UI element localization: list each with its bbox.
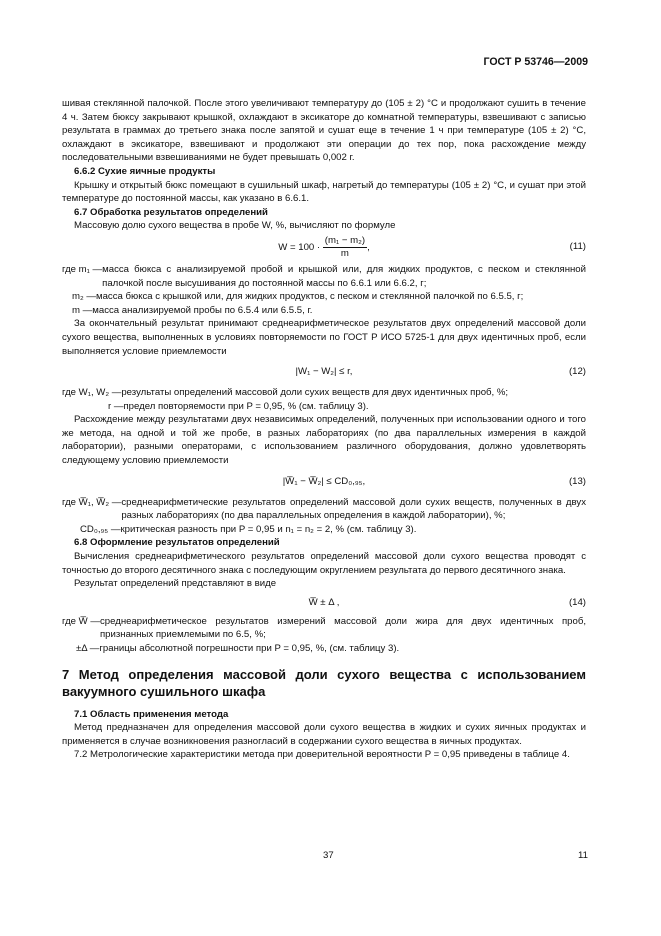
section-heading-7: 7 Метод определения массовой доли сухого вещества с использованием вакуумного сушильного шкафа — [62, 666, 586, 699]
definition-text: границы абсолютной погрешности при P = 0,95, %, (см. таблицу 3). — [99, 643, 400, 654]
definition-row — [62, 386, 586, 400]
formula-11 — [62, 233, 586, 263]
formula-number: (14) — [568, 596, 586, 608]
definition-term: m₂ — — [72, 291, 96, 303]
section-heading-7-1: 7.1 Область применения метода — [74, 708, 229, 720]
definition-text: критическая разность при P = 0,95 и n₁ = n₂ = 2, % (см. таблицу 3). — [120, 523, 417, 535]
definition-row — [62, 263, 586, 290]
formula-lhs: W = 100 · — [278, 241, 321, 253]
paragraph: Метод предназначен для определения массовой доли сухого вещества в жидких и сухих яичных продуктах и применяется в случае возникновения разногласий в содержании сухого вещества в яичных продуктах. — [62, 722, 586, 747]
section-heading-6-6-2: 6.6.2 Сухие яичные продукты — [74, 165, 216, 177]
definition-term: где W₁, W₂ — — [62, 387, 122, 399]
formula-13 — [62, 468, 586, 496]
definition-text: масса анализируемой пробы по 6.5.4 или 6.5.5, г. — [92, 304, 313, 316]
definition-text: предел повторяемости при P = 0,95, % (см. таблицу 3). — [123, 400, 369, 412]
paragraph: Массовую долю сухого вещества в пробе W, %, вычисляют по формуле — [74, 220, 396, 232]
formula-number: (13) — [568, 475, 586, 487]
definition-row — [62, 615, 586, 642]
formula-expression: |W₁ − W₂| ≤ r, — [295, 366, 353, 378]
definition-row — [62, 523, 586, 537]
definition-row — [62, 290, 586, 304]
definition-text: среднеарифметические результатов определений массовой доли сухих веществ, полученных в двух разных лабораториях (по два параллельных определения в каждой лаборатории), %; — [121, 496, 586, 522]
definition-term: m — — [72, 304, 93, 316]
formula-12 — [62, 358, 586, 386]
definition-term: ±Δ — — [76, 643, 100, 654]
definition-row — [62, 400, 586, 414]
definition-text: масса бюкса с анализируемой пробой и крышкой или, для жидких продуктов, с песком и стеклянной палочкой после высушивания до постоянной массы по 6.6.1 или 6.6.2, г; — [102, 263, 586, 289]
page-number-right: 11 — [578, 850, 588, 861]
standard-header: ГОСТ Р 53746—2009 — [483, 56, 588, 68]
definition-text: среднеарифметическое результатов измерений массовой доли жира для двух идентичных проб, признанных приемлемыми по 6.5, %; — [99, 615, 586, 641]
formula-fraction — [323, 235, 367, 260]
document-body — [62, 97, 586, 762]
section-heading-6-7: 6.7 Обработка результатов определений — [74, 206, 268, 218]
paragraph: Результат определений представляют в виде — [74, 578, 277, 590]
paragraph: Крышку и открытый бюкс помещают в сушильный шкаф, нагретый до температуры (105 ± 2) °C, и сушат при этой температуре до постоянной массы, как указано в 6.6.1. — [62, 179, 586, 205]
formula-expression: |W̅₁ − W̅₂| ≤ CD₀,₉₅, — [282, 475, 366, 487]
definition-row — [62, 642, 586, 656]
fraction-denominator: m — [340, 247, 349, 259]
paragraph: шивая стеклянной палочкой. После этого увеличивают температуру до (105 ± 2) °C и продолжают сушить в течение 4 ч. Затем бюксу закрывают крышкой, охлаждают в эксикаторе до комнатной температуры, взвешивают с записью результата в граммах до третьего знака после запятой и сушат еще в течение 1 ч при температуре (105 ± 2) °C, охлаждают в эксикаторе, взвешивают и продолжают эти операции до тех пор, пока расхождение между последовательными взвешиваниями не будет превышать 0,002 г. — [62, 98, 586, 164]
definition-term: где W̅ — — [62, 615, 100, 627]
page-number-center: 37 — [323, 850, 334, 861]
formula-14 — [62, 591, 586, 615]
paragraph: За окончательный результат принимают среднеарифметическое результатов двух определений массовой доли сухого вещества, выполненных в условиях повторяемости по ГОСТ Р ИСО 5725-1 для двух идентичных проб, если выполняется условие приемлемости — [62, 318, 586, 357]
formula-number: (12) — [568, 366, 586, 378]
definition-term: где m₁ — — [62, 263, 103, 275]
section-heading-6-8: 6.8 Оформление результатов определений — [74, 537, 280, 549]
formula-tail: , — [367, 241, 370, 253]
definition-term: r — — [108, 400, 124, 412]
paragraph: Расхождение между результатами двух независимых определений, полученных при использовании одного и того же метода, на одной и той же пробе, в разных лабораториях (по два параллельных измерения в каждой лаборатории), разными операторами, с использованием различного оборудования, должно удовлетворять следующему условию приемлемости — [62, 414, 586, 467]
fraction-numerator: (m₁ − m₂) — [324, 234, 366, 246]
definition-row — [62, 496, 586, 523]
definition-row — [62, 304, 586, 318]
formula-expression: W̅ ± Δ , — [308, 596, 340, 608]
definition-term: где W̅₁, W̅₂ — — [62, 496, 122, 508]
definition-text: масса бюкса с крышкой или, для жидких продуктов, с песком и стеклянной палочкой по 6.5.5, г; — [95, 291, 524, 303]
paragraph: Вычисления среднеарифметического результатов определений массовой доли сухого вещества проводят с точностью до второго десятичного знака с последующим округлением результата до первого десятичного знака. — [62, 551, 586, 576]
paragraph: 7.2 Метрологические характеристики метода при доверительной вероятности P = 0,95 приведены в таблице 4. — [74, 749, 570, 761]
formula-number: (11) — [569, 240, 586, 252]
definition-text: результаты определений массовой доли сухих веществ для двух идентичных проб, %; — [121, 387, 509, 399]
definition-term: CD₀,₉₅ — — [80, 523, 121, 535]
